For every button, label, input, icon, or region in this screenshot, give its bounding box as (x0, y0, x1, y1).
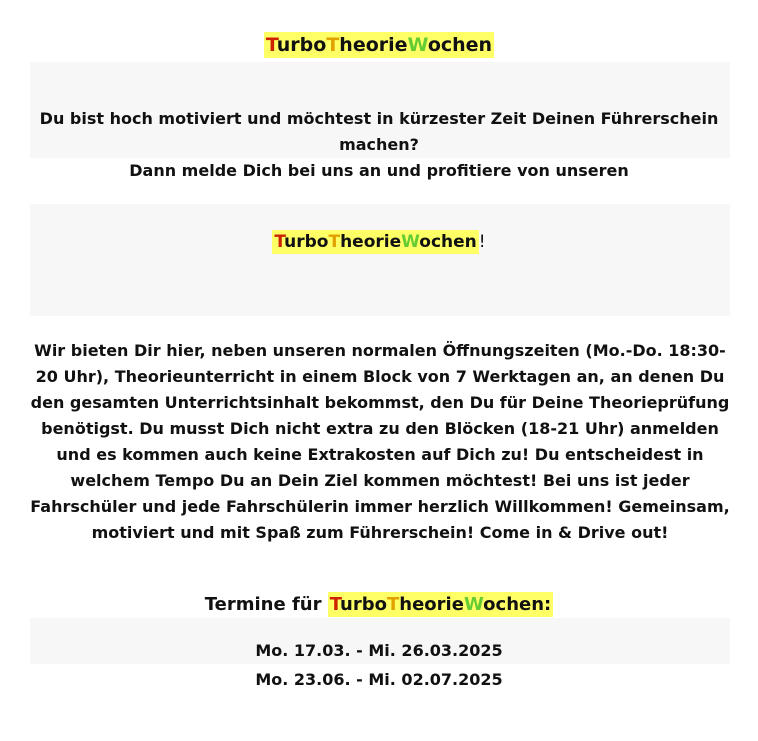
brand-part-urbo: urbo (340, 594, 387, 615)
dates-heading-prefix: Termine für (204, 594, 328, 615)
brand-part-urbo: urbo (276, 34, 327, 56)
brand-part-heorie: heorie (339, 34, 408, 56)
intro-line-3: Dann melde Dich bei uns an und profitiere von unseren (129, 161, 629, 180)
brand-part-heorie: heorie (399, 594, 464, 615)
brand-part-urbo: urbo (284, 232, 329, 252)
brand-letter-th: T (328, 232, 341, 252)
brand-logo-3 (328, 592, 554, 617)
date-item: Mo. 17.03. - Mi. 26.03.2025 (255, 641, 503, 660)
dates-heading-colon: : (544, 594, 552, 615)
exclamation: ! (478, 232, 486, 252)
brand-band (30, 204, 730, 316)
brand-letter-th: T (387, 594, 400, 615)
brand-part-ochen: ochen (483, 594, 545, 615)
brand-part-ochen: ochen (419, 232, 477, 252)
brand-part-heorie: heorie (340, 232, 402, 252)
brand-letter-w: W (401, 232, 420, 252)
brand-letter-t: T (274, 232, 285, 252)
brand-letter-t: T (265, 34, 277, 56)
brand-heading (0, 229, 758, 255)
brand-letter-w: W (407, 34, 428, 56)
intro-line-1: Du bist hoch motiviert und möchtest in kürzester Zeit Deinen Führerschein (39, 109, 719, 128)
date-item: Mo. 23.06. - Mi. 02.07.2025 (255, 670, 503, 689)
page-title (0, 32, 758, 58)
dates-heading (0, 592, 758, 618)
brand-letter-t: T (329, 594, 341, 615)
brand-letter-w: W (463, 594, 484, 615)
brand-logo (264, 32, 494, 58)
brand-part-ochen: ochen (427, 34, 493, 56)
brand-logo-2 (272, 230, 478, 254)
brand-letter-th: T (326, 34, 340, 56)
intro-line-2: machen? (339, 135, 419, 154)
body-paragraph: Wir bieten Dir hier, neben unseren normalen Öffnungszeiten (Mo.-Do. 18:30-20 Uhr), Theorieunterricht in einem Block von 7 Werktagen an, an denen Du den gesamten Unterrichtsinhalt bekommst, den Du für Deine Theorieprüfung benötigst. Du musst Dich nicht extra zu den Blöcken (18-21 Uhr) anmelden und es kommen auch keine Extrakosten auf Dich zu! Du entscheidest in welchem Tempo Du an Dein Ziel kommen möchtest! Bei uns ist jeder Fahrschüler und jede Fahrschülerin immer herzlich Willkommen! Gemeinsam, motiviert und mit Spaß zum Führerschein! Come in & Drive out! (30, 341, 730, 542)
